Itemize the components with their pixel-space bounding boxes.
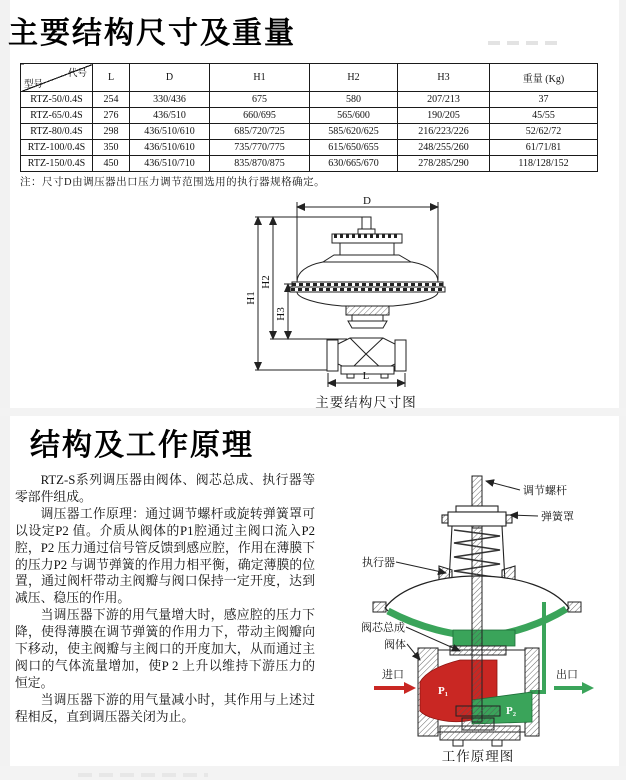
- label-valve-body: 阀体: [384, 639, 406, 651]
- table-cell: 207/213: [398, 92, 490, 108]
- table-cell: 276: [93, 108, 130, 124]
- table-cell: 330/436: [130, 92, 210, 108]
- table-cell: RTZ-50/0.4S: [21, 92, 93, 108]
- figure1-caption: 主要结构尺寸图: [315, 395, 417, 410]
- table-cell: RTZ-80/0.4S: [21, 124, 93, 140]
- dimensions-table: [20, 63, 598, 172]
- table-row: [21, 108, 598, 124]
- table-cell: 660/695: [210, 108, 310, 124]
- valve-body: [418, 528, 539, 746]
- body-base: [440, 726, 520, 740]
- corner-model-label: 型号: [24, 80, 44, 90]
- table-cell: 37: [490, 92, 598, 108]
- table-cell: 630/665/670: [310, 156, 398, 172]
- outlet-arrow: [554, 682, 594, 694]
- paragraph: 当调压器下游的用气量减小时，其作用与上述过程相反，直到调压器关闭为止。: [15, 692, 315, 724]
- table-row: [21, 140, 598, 156]
- label-p2: P₂: [506, 705, 517, 717]
- dimension-drawing: [235, 194, 625, 396]
- col-header: H1: [210, 64, 310, 92]
- corner-header-cell: [21, 64, 93, 92]
- col-header: 重量 (Kg): [490, 64, 598, 92]
- table-cell: 685/720/725: [210, 124, 310, 140]
- label-outlet: 出口: [556, 669, 578, 681]
- table-cell: 585/620/625: [310, 124, 398, 140]
- col-header: D: [130, 64, 210, 92]
- table-cell: 580: [310, 92, 398, 108]
- table-cell: 835/870/875: [210, 156, 310, 172]
- table-cell: 735/770/775: [210, 140, 310, 156]
- table-cell: 278/285/290: [398, 156, 490, 172]
- paragraph: 调压器工作原理：通过调节螺杆或旋转弹簧罩可以设定P2 值。介质从阀体的P1腔通过主阀口流入P2 腔，P2 压力通过信号管反馈到感应腔，作用在薄膜下的压力P2 与调节弹簧的作用力相平衡，确定薄膜的位置，通过阀杆带动主阀瓣与阀口保持一定开度，达到减压、稳压的作用。: [15, 506, 315, 606]
- table-footnote: 注：尺寸D由调压器出口压力调节范围选用的执行器规格确定。: [20, 177, 326, 188]
- table-row: [21, 124, 598, 140]
- table-cell: RTZ-150/0.4S: [21, 156, 93, 172]
- dim-label-d: D: [363, 195, 371, 207]
- label-spring-cover: 弹簧罩: [541, 511, 574, 523]
- table-cell: 298: [93, 124, 130, 140]
- label-inlet: 进口: [382, 669, 404, 681]
- table-cell: 248/255/260: [398, 140, 490, 156]
- working-principle-diagram: [360, 470, 626, 766]
- faint-watermark: [488, 41, 562, 45]
- faint-footer-smudge: [78, 773, 208, 777]
- table-cell: 254: [93, 92, 130, 108]
- table-cell: 52/62/72: [490, 124, 598, 140]
- paragraph: 当调压器下游的用气量增大时，感应腔的压力下降，使得薄膜在调节弹簧的作用力下，带动主阀瓣向下移动，使主阀瓣与主阀口的开度加大，从而通过主阀口的气体流量增加，使P 2 上升以维持下游压力的恒定。: [15, 608, 315, 690]
- dim-label-h2: H2: [260, 275, 272, 289]
- table-cell: 615/650/655: [310, 140, 398, 156]
- table-cell: 436/510/710: [130, 156, 210, 172]
- core-green-seal: [453, 630, 515, 646]
- core-lower-guide: [456, 706, 500, 716]
- table-cell: 675: [210, 92, 310, 108]
- table-cell: 565/600: [310, 108, 398, 124]
- col-header: H3: [398, 64, 490, 92]
- table-cell: 436/510/610: [130, 124, 210, 140]
- figure2-caption: 工作原理图: [441, 749, 515, 764]
- table-cell: 61/71/81: [490, 140, 598, 156]
- table-row: [21, 156, 598, 172]
- regulator-outline: [255, 202, 445, 387]
- table-cell: 216/223/226: [398, 124, 490, 140]
- dim-label-h3: H3: [275, 307, 287, 321]
- table-cell: 350: [93, 140, 130, 156]
- rim-tab-right: [568, 602, 581, 612]
- principle-text: [15, 472, 315, 726]
- dim-label-h1: H1: [245, 291, 257, 305]
- label-actuator: 执行器: [362, 557, 395, 569]
- section2-title: 结构及工作原理: [30, 429, 254, 462]
- table-header-row: [21, 64, 598, 92]
- col-header: L: [93, 64, 130, 92]
- table-cell: RTZ-100/0.4S: [21, 140, 93, 156]
- dim-label-l: L: [362, 370, 370, 382]
- table-cell: 190/205: [398, 108, 490, 124]
- table-row: [21, 92, 598, 108]
- table-cell: 436/510: [130, 108, 210, 124]
- table-cell: 45/55: [490, 108, 598, 124]
- section1-title: 主要结构尺寸及重量: [8, 17, 296, 50]
- table-cell: 436/510/610: [130, 140, 210, 156]
- rim-tab-left: [373, 602, 386, 612]
- table-cell: 118/128/152: [490, 156, 598, 172]
- col-header: H2: [310, 64, 398, 92]
- valve-stem: [472, 528, 482, 722]
- paragraph: RTZ-S系列调压器由阀体、阀芯总成、执行器等零部件组成。: [15, 473, 315, 504]
- label-core-assembly: 阀芯总成: [361, 622, 405, 634]
- table-cell: RTZ-65/0.4S: [21, 108, 93, 124]
- page-left-margin: [0, 0, 10, 780]
- inlet-arrow: [374, 682, 416, 694]
- label-p1: P₁: [438, 685, 449, 697]
- corner-code-label: 代号: [67, 69, 87, 79]
- spring-cover-cap: [442, 506, 512, 526]
- label-adjust-screw: 调节螺杆: [523, 485, 567, 497]
- table-cell: 450: [93, 156, 130, 172]
